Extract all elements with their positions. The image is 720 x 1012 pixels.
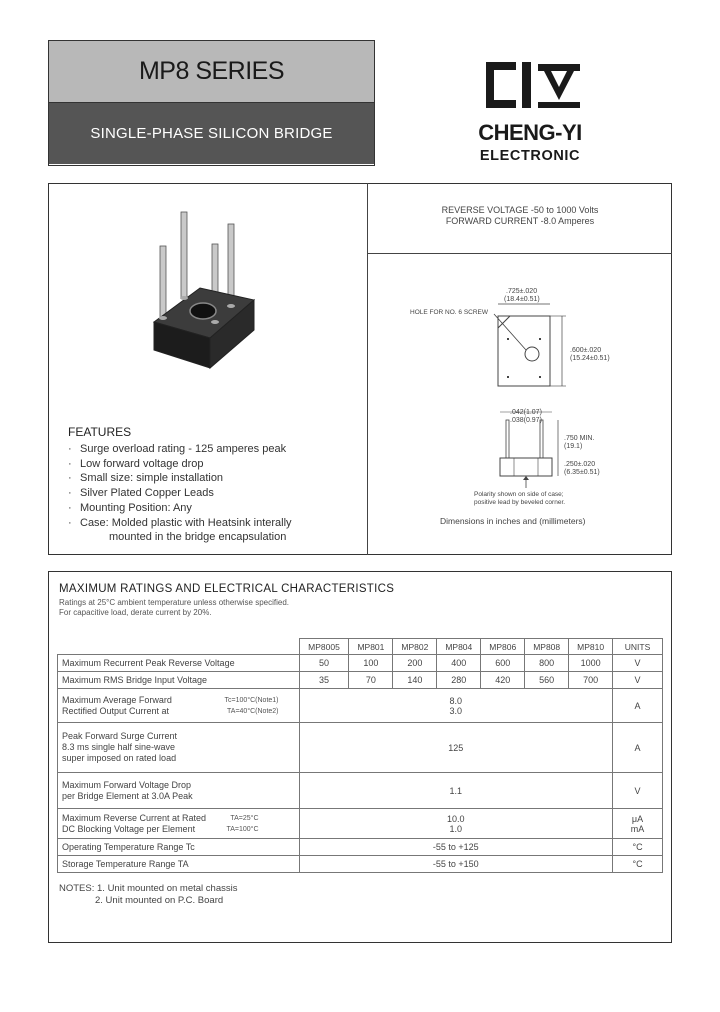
frame-divider-vertical (367, 183, 368, 555)
features-section (68, 425, 292, 545)
table-row: Maximum Forward Voltage Drop per Bridge Element at 3.0A Peak 1.1 V (58, 773, 663, 809)
ratings-condition-1: Ratings at 25°C ambient temperature unless otherwise specified. (59, 598, 289, 607)
table-row: Operating Temperature Range Tc -55 to +125 °C (58, 839, 663, 856)
row-label: Maximum Recurrent Peak Reverse Voltage (58, 655, 300, 672)
row-label: Maximum Reverse Current at Rated TA=25°C DC Blocking Voltage per Element TA=100°C (58, 809, 300, 839)
feature-item: · Small size: simple installation (68, 472, 224, 485)
table-row: Maximum Reverse Current at Rated TA=25°C DC Blocking Voltage per Element TA=100°C 10.0 1.0 μA mA (58, 809, 663, 839)
column-header: MP808 (525, 639, 569, 655)
feature-item: · Surge overload rating - 125 amperes peak (68, 443, 287, 455)
feature-item: · Mounting Position: Any (68, 501, 192, 514)
polarity-note-2: positive lead by beveled corner. (474, 499, 566, 506)
column-header: MP806 (481, 639, 525, 655)
row-label: Maximum Average Forward Tc=100°C(Note1) Rectified Output Current at TA=40°C(Note2) (58, 689, 300, 723)
column-header: MP810 (569, 639, 613, 655)
rating-summary (368, 205, 672, 227)
table-row: Maximum Average Forward Tc=100°C(Note1) Rectified Output Current at TA=40°C(Note2) 8.0 3.0 A (58, 689, 663, 723)
feature-continuation: mounted in the bridge encapsulation (109, 531, 287, 544)
length-dim-in: .750 MIN. (564, 435, 595, 442)
table-header-row (58, 639, 663, 655)
bridge-component-illustration (140, 210, 270, 375)
dimension-drawing (390, 270, 620, 515)
row-label: Storage Temperature Range TA (58, 856, 300, 873)
row-label: Peak Forward Surge Current 8.3 ms single half sine-wave super imposed on rated load (58, 723, 300, 773)
company-logo (462, 56, 598, 168)
frame-divider-horizontal (368, 253, 672, 254)
body-dim-mm: (6.35±0.51) (564, 469, 600, 476)
subtitle-banner (49, 103, 374, 164)
brand-name: CHENG-YI (478, 120, 582, 145)
feature-item: · Low forward voltage drop (68, 457, 204, 470)
notes (59, 883, 237, 907)
width-dim-mm: (18.4±0.51) (504, 296, 540, 303)
series-banner (49, 41, 374, 103)
table-row: Maximum Recurrent Peak Reverse Voltage 50 100 200 400 600 800 1000 V (58, 655, 663, 672)
column-header: MP804 (437, 639, 481, 655)
reverse-voltage-summary: REVERSE VOLTAGE -50 to 1000 Volts (441, 205, 599, 215)
length-dim-mm: (19.1) (564, 443, 583, 450)
row-value: -55 to +150 (299, 856, 613, 873)
title-box (48, 40, 375, 166)
polarity-note-1: Polarity shown on side of case; (474, 491, 564, 498)
note-2: 2. Unit mounted on P.C. Board (95, 895, 224, 906)
logo-mark-icon (476, 56, 588, 114)
row-value: 1.1 (299, 773, 613, 809)
brand-subname: ELECTRONIC (479, 148, 581, 164)
width-dim-in: .725±.020 (506, 288, 538, 295)
lead-dim-in: .042(1.07) (510, 409, 542, 416)
table-row: Peak Forward Surge Current 8.3 ms single half sine-wave super imposed on rated load 125 A (58, 723, 663, 773)
ratings-conditions (59, 598, 289, 618)
feature-item: · Case: Molded plastic with Heatsink interally (68, 516, 292, 529)
ratings-condition-2: For capacitive load, derate current by 20%. (59, 608, 212, 617)
table-row: Storage Temperature Range TA -55 to +150 °C (58, 856, 663, 873)
row-value: 125 (299, 723, 613, 773)
body-dim-in: .250±.020 (564, 461, 596, 468)
column-header: MP801 (349, 639, 393, 655)
note-1: NOTES: 1. Unit mounted on metal chassis (59, 883, 238, 894)
product-subtitle: SINGLE-PHASE SILICON BRIDGE (90, 125, 333, 142)
lead-dim-mm: .038(0.97) (510, 417, 542, 424)
row-value: -55 to +125 (299, 839, 613, 856)
features-title: FEATURES (68, 425, 132, 439)
feature-item: · Silver Plated Copper Leads (68, 487, 214, 500)
column-header: MP8005 (299, 639, 349, 655)
hole-label: HOLE FOR NO. 6 SCREW (410, 309, 489, 316)
ratings-title: MAXIMUM RATINGS AND ELECTRICAL CHARACTERISTICS (59, 583, 395, 595)
dimension-note: Dimensions in inches and (millimeters) (440, 516, 586, 526)
column-header: MP802 (393, 639, 437, 655)
height-dim-mm: (15.24±0.51) (570, 355, 610, 362)
column-header: UNITS (613, 639, 663, 655)
table-row: Maximum RMS Bridge Input Voltage 35 70 140 280 420 560 700 V (58, 672, 663, 689)
series-title: MP8 SERIES (138, 57, 285, 85)
ratings-table (57, 638, 663, 873)
row-label: Operating Temperature Range Tc (58, 839, 300, 856)
forward-current-summary: FORWARD CURRENT -8.0 Amperes (445, 216, 595, 226)
row-value: 8.0 3.0 (299, 689, 613, 723)
row-value: 10.0 1.0 (299, 809, 613, 839)
row-label: Maximum RMS Bridge Input Voltage (58, 672, 300, 689)
row-label: Maximum Forward Voltage Drop per Bridge Element at 3.0A Peak (58, 773, 300, 809)
height-dim-in: .600±.020 (570, 347, 602, 354)
